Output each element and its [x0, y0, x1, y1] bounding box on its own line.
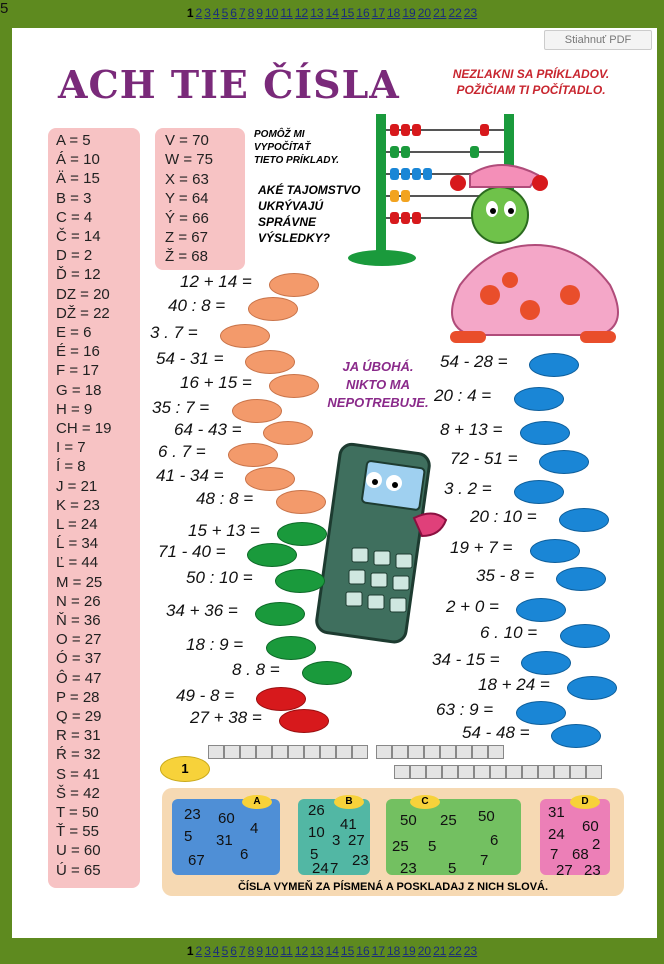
- box-number: 24: [312, 860, 329, 877]
- letter-cell[interactable]: [424, 745, 440, 759]
- letter-value: T = 50: [56, 804, 99, 821]
- answer-oval[interactable]: [521, 651, 571, 675]
- letter-cell[interactable]: [506, 765, 522, 779]
- math-problem: 50 : 10 =: [186, 568, 253, 587]
- letter-value: Ó = 37: [56, 650, 102, 668]
- math-problem: 71 - 40 =: [158, 542, 226, 561]
- math-problem: 64 - 43 =: [174, 420, 242, 439]
- page-link[interactable]: 6: [230, 944, 237, 958]
- letter-value: Ľ = 44: [56, 554, 99, 572]
- math-problem: 3 . 7 =: [150, 323, 198, 342]
- math-problem: 54 - 48 =: [462, 723, 530, 742]
- letter-value: Ú = 65: [56, 861, 101, 879]
- letter-value: B = 3: [56, 189, 92, 207]
- box-number: 4: [250, 820, 259, 837]
- page-link[interactable]: 19: [402, 6, 416, 20]
- math-problem: 20 : 4 =: [434, 386, 492, 405]
- letter-cell[interactable]: [554, 765, 570, 779]
- answer-oval[interactable]: [269, 374, 319, 398]
- page-link[interactable]: 17: [371, 6, 385, 20]
- letter-cell[interactable]: [538, 765, 554, 779]
- letter-value: Ť = 55: [56, 823, 99, 841]
- page-link[interactable]: 14: [325, 6, 339, 20]
- box-number: 27: [556, 862, 573, 879]
- letter-value: H = 9: [56, 400, 93, 418]
- page-link[interactable]: 5: [221, 944, 229, 958]
- box-number: 23: [352, 852, 369, 869]
- answer-oval[interactable]: [279, 709, 329, 733]
- letter-value: S = 41: [56, 765, 100, 783]
- box-label-badge: C: [410, 795, 440, 809]
- box-number: 6: [240, 846, 249, 863]
- answer-oval[interactable]: [276, 490, 326, 514]
- letter-value: DZ = 20: [56, 285, 110, 303]
- letter-value: A = 5: [56, 132, 91, 149]
- letter-value: U = 60: [56, 842, 101, 860]
- page-link[interactable]: 10: [265, 6, 279, 20]
- letter-cell[interactable]: [394, 765, 410, 779]
- page-link[interactable]: 9: [256, 6, 264, 20]
- answer-oval[interactable]: [266, 636, 316, 660]
- letter-value: Č = 14: [56, 228, 101, 245]
- page-title: ACH TIE ČÍSLA: [58, 62, 400, 107]
- page-link[interactable]: 23: [463, 944, 478, 958]
- page-link[interactable]: 1: [186, 944, 194, 958]
- page-link[interactable]: 14: [325, 944, 339, 958]
- page-link[interactable]: 12: [294, 944, 309, 958]
- box-number: 5: [448, 860, 457, 877]
- help-line: VYPOČÍTAŤ: [254, 142, 311, 153]
- box-label-badge: B: [334, 795, 364, 809]
- box-number: 41: [340, 816, 357, 833]
- page-link[interactable]: 13: [310, 6, 324, 20]
- math-problem: 15 + 13 =: [188, 521, 260, 540]
- speech-line: NIKTO MA: [345, 377, 411, 392]
- box-number: 50: [478, 808, 495, 825]
- math-problem: 35 : 7 =: [152, 398, 210, 417]
- letter-value: Ň = 36: [56, 612, 101, 629]
- math-problem: 2 + 0 =: [446, 597, 499, 616]
- letter-cell[interactable]: [224, 745, 240, 759]
- letter-value: É = 16: [56, 343, 100, 361]
- help-line: TIETO PRÍKLADY.: [254, 155, 340, 166]
- pager-top: [0, 0, 664, 26]
- letter-cell[interactable]: [320, 745, 336, 759]
- letter-cell[interactable]: [272, 745, 288, 759]
- page-link[interactable]: 7: [238, 6, 246, 20]
- letter-value: E = 6: [56, 324, 92, 341]
- page-link[interactable]: 23: [463, 6, 478, 20]
- math-problem: 72 - 51 =: [450, 449, 518, 468]
- math-problem: 48 : 8 =: [196, 489, 254, 508]
- answer-oval[interactable]: [247, 543, 297, 567]
- box-number: 23: [184, 806, 201, 823]
- page-link[interactable]: 2: [195, 944, 203, 958]
- letter-value: Ä = 15: [56, 170, 100, 188]
- letter-cell[interactable]: [522, 765, 538, 779]
- letter-cell[interactable]: [352, 745, 368, 759]
- box-number: 26: [308, 802, 325, 819]
- letter-cell[interactable]: [408, 745, 424, 759]
- letter-value: Ď = 12: [56, 266, 101, 284]
- box-number: 3: [332, 832, 341, 849]
- math-problem: 40 : 8 =: [168, 296, 226, 315]
- box-number: 23: [400, 860, 417, 877]
- help-line: POMÔŽ MI: [254, 129, 305, 140]
- box-number: 24: [548, 826, 565, 843]
- box-number: 5: [310, 846, 319, 863]
- letter-cell[interactable]: [456, 745, 472, 759]
- answer-oval[interactable]: [567, 676, 617, 700]
- letter-value: C = 4: [56, 208, 93, 226]
- box-number: 5: [428, 838, 437, 855]
- letter-value: R = 31: [56, 727, 101, 745]
- answer-oval[interactable]: [277, 522, 327, 546]
- answer-oval[interactable]: [245, 467, 295, 491]
- box-number: 50: [400, 812, 417, 829]
- box-number: 5: [184, 828, 193, 845]
- answer-oval[interactable]: [520, 421, 570, 445]
- alphabet-column-2: [155, 128, 245, 270]
- page-link[interactable]: 5: [221, 6, 229, 20]
- box-number: 27: [348, 832, 365, 849]
- math-problem: 54 - 28 =: [440, 352, 508, 371]
- box-label-badge: A: [242, 795, 272, 809]
- letter-value: Q = 29: [56, 708, 102, 725]
- math-problem: 3 . 2 =: [444, 479, 492, 498]
- letter-value: CH = 19: [56, 420, 112, 437]
- secret-line: UKRÝVAJÚ: [258, 199, 324, 213]
- page-link[interactable]: 15: [340, 6, 355, 20]
- pager-bottom: [0, 938, 664, 964]
- letter-cell[interactable]: [376, 745, 392, 759]
- girl-character-illustration: [430, 135, 635, 345]
- slogan-line: NEZĽAKNI SA PRÍKLADOV.: [452, 67, 610, 81]
- answer-oval[interactable]: [256, 687, 306, 711]
- math-problem: 8 . 8 =: [232, 660, 280, 679]
- page-link[interactable]: 11: [280, 944, 293, 958]
- letter-value: Ý = 66: [165, 209, 209, 227]
- page-link[interactable]: 15: [340, 944, 355, 958]
- abacus-slogan: [446, 66, 616, 98]
- math-problem: 16 + 15 =: [180, 373, 252, 392]
- letter-value: DŽ = 22: [56, 304, 110, 322]
- letter-cell[interactable]: [442, 765, 458, 779]
- page-link[interactable]: 13: [310, 944, 324, 958]
- letter-value: W = 75: [165, 151, 213, 169]
- math-problem: 41 - 34 =: [156, 466, 224, 485]
- answer-oval[interactable]: [248, 297, 298, 321]
- answer-oval[interactable]: [516, 701, 566, 725]
- page-link[interactable]: 9: [256, 944, 264, 958]
- page-link[interactable]: 7: [238, 944, 246, 958]
- letter-cell[interactable]: [472, 745, 488, 759]
- letter-value: I = 7: [56, 439, 86, 457]
- letter-value: F = 17: [56, 362, 99, 380]
- letter-value: O = 27: [56, 631, 102, 649]
- alphabet-column-1: [48, 128, 140, 888]
- letter-cell[interactable]: [570, 765, 586, 779]
- box-number: 7: [550, 846, 559, 863]
- speech-line: NEPOTREBUJE.: [327, 395, 429, 410]
- page-link[interactable]: 6: [230, 6, 237, 20]
- letter-value: V = 70: [165, 132, 209, 149]
- box-number: 25: [440, 812, 457, 829]
- math-problem: 34 + 36 =: [166, 601, 238, 620]
- letter-cell[interactable]: [426, 765, 442, 779]
- box-number: 31: [216, 832, 233, 849]
- math-problem: 8 + 13 =: [440, 420, 503, 439]
- letter-value: N = 26: [56, 592, 101, 610]
- letter-value: D = 2: [56, 247, 93, 265]
- letter-value: K = 23: [56, 496, 100, 514]
- calculator-character-illustration: [322, 428, 452, 648]
- page-link[interactable]: 16: [356, 944, 370, 958]
- letter-value: M = 25: [56, 573, 103, 591]
- page-link[interactable]: 17: [371, 944, 385, 958]
- box-number: 31: [548, 804, 565, 821]
- answer-oval[interactable]: [539, 450, 589, 474]
- box-number: 67: [188, 852, 205, 869]
- letter-cell[interactable]: [490, 765, 506, 779]
- download-pdf-button[interactable]: Stiahnuť PDF: [544, 30, 652, 50]
- page-link[interactable]: 4: [212, 944, 220, 958]
- page-link[interactable]: 18: [387, 944, 401, 958]
- letter-cell[interactable]: [474, 765, 490, 779]
- letter-value: Z = 67: [165, 229, 208, 246]
- answer-oval[interactable]: [559, 508, 609, 532]
- calculator-speech: [322, 358, 434, 412]
- box-number: 25: [392, 838, 409, 855]
- page-link[interactable]: 20: [417, 6, 432, 20]
- letter-cell[interactable]: [240, 745, 256, 759]
- page-link[interactable]: 8: [247, 6, 255, 20]
- page-link[interactable]: 22: [448, 944, 462, 958]
- box-label-badge: D: [570, 795, 600, 809]
- box-number: 5: [0, 0, 9, 17]
- answer-oval[interactable]: [255, 602, 305, 626]
- math-problem: 54 - 31 =: [156, 349, 224, 368]
- box-number: 2: [592, 836, 601, 853]
- answer-number-badge: 1: [160, 756, 210, 782]
- box-number: 10: [308, 824, 325, 841]
- box-number: 60: [218, 810, 235, 827]
- letter-cell[interactable]: [392, 745, 408, 759]
- math-problem: 20 : 10 =: [470, 507, 537, 526]
- page-link[interactable]: 1: [186, 6, 194, 20]
- box-number: 60: [582, 818, 599, 835]
- letter-cell[interactable]: [440, 745, 456, 759]
- answer-oval[interactable]: [514, 387, 564, 411]
- letter-cell[interactable]: [458, 765, 474, 779]
- letter-value: J = 21: [56, 477, 98, 495]
- page-link[interactable]: 22: [448, 6, 462, 20]
- answer-oval[interactable]: [530, 539, 580, 563]
- letter-cell[interactable]: [208, 745, 224, 759]
- letter-cell[interactable]: [336, 745, 352, 759]
- page-link[interactable]: 12: [294, 6, 309, 20]
- letter-cell[interactable]: [288, 745, 304, 759]
- math-problem: 12 + 14 =: [180, 272, 252, 291]
- box-number: 7: [330, 860, 339, 877]
- answer-oval[interactable]: [263, 421, 313, 445]
- letter-value: Ž = 68: [165, 248, 208, 266]
- letter-value: Ĺ = 34: [56, 535, 99, 553]
- answer-oval[interactable]: [245, 350, 295, 374]
- letter-cell[interactable]: [304, 745, 320, 759]
- speech-line: JA ÚBOHÁ.: [342, 359, 414, 374]
- letter-cell[interactable]: [410, 765, 426, 779]
- letter-cell[interactable]: [256, 745, 272, 759]
- secret-line: VÝSLEDKY?: [258, 231, 331, 245]
- answer-oval[interactable]: [275, 569, 325, 593]
- page-link[interactable]: 11: [280, 6, 293, 20]
- letter-value: Y = 64: [165, 190, 209, 208]
- box-number: 6: [490, 832, 499, 849]
- math-problem: 6 . 10 =: [480, 623, 538, 642]
- letter-value: P = 28: [56, 688, 100, 706]
- page-link[interactable]: 3: [204, 6, 211, 20]
- math-problem: 63 : 9 =: [436, 700, 494, 719]
- page-link[interactable]: 8: [247, 944, 255, 958]
- math-problem: 19 + 7 =: [450, 538, 513, 557]
- page-link[interactable]: 21: [433, 944, 447, 958]
- page-link[interactable]: 2: [195, 6, 203, 20]
- secret-line: SPRÁVNE: [258, 215, 317, 229]
- page-link[interactable]: 3: [204, 944, 211, 958]
- answer-oval[interactable]: [560, 624, 610, 648]
- slogan-line: POŽIČIAM TI POČÍTADLO.: [456, 83, 606, 97]
- math-problem: 49 - 8 =: [176, 686, 235, 705]
- letter-value: Á = 10: [56, 151, 100, 169]
- math-problem: 18 : 9 =: [186, 635, 244, 654]
- math-problem: 35 - 8 =: [476, 566, 535, 585]
- answer-oval[interactable]: [551, 724, 601, 748]
- letter-value: Ŕ = 32: [56, 746, 101, 764]
- answer-oval[interactable]: [556, 567, 606, 591]
- page-link[interactable]: 20: [417, 944, 432, 958]
- math-problem: 6 . 7 =: [158, 442, 206, 461]
- page-link[interactable]: 16: [356, 6, 370, 20]
- box-number: 68: [572, 846, 589, 863]
- letter-cell[interactable]: [488, 745, 504, 759]
- letter-value: Š = 42: [56, 784, 100, 802]
- letter-value: G = 18: [56, 381, 102, 399]
- page-link[interactable]: 21: [433, 6, 447, 20]
- math-problem: 18 + 24 =: [478, 675, 550, 694]
- answer-oval[interactable]: [269, 273, 319, 297]
- math-problem: 34 - 15 =: [432, 650, 500, 669]
- letter-value: L = 24: [56, 516, 98, 533]
- box-number: 23: [584, 862, 601, 879]
- answer-oval[interactable]: [529, 353, 579, 377]
- secret-line: AKÉ TAJOMSTVO: [258, 183, 361, 197]
- page-link[interactable]: 4: [212, 6, 220, 20]
- page-link[interactable]: 18: [387, 6, 401, 20]
- letter-value: Ô = 47: [56, 669, 102, 687]
- instruction-text: ČÍSLA VYMEŇ ZA PÍSMENÁ A POSKLADAJ Z NICH SLOVÁ.: [237, 881, 549, 893]
- letter-cell[interactable]: [586, 765, 602, 779]
- page-link[interactable]: 10: [265, 944, 279, 958]
- page-link[interactable]: 19: [402, 944, 416, 958]
- letter-value: Í = 8: [56, 458, 86, 476]
- box-number: 7: [480, 852, 489, 869]
- letter-value: X = 63: [165, 170, 209, 188]
- math-problem: 27 + 38 =: [190, 708, 262, 727]
